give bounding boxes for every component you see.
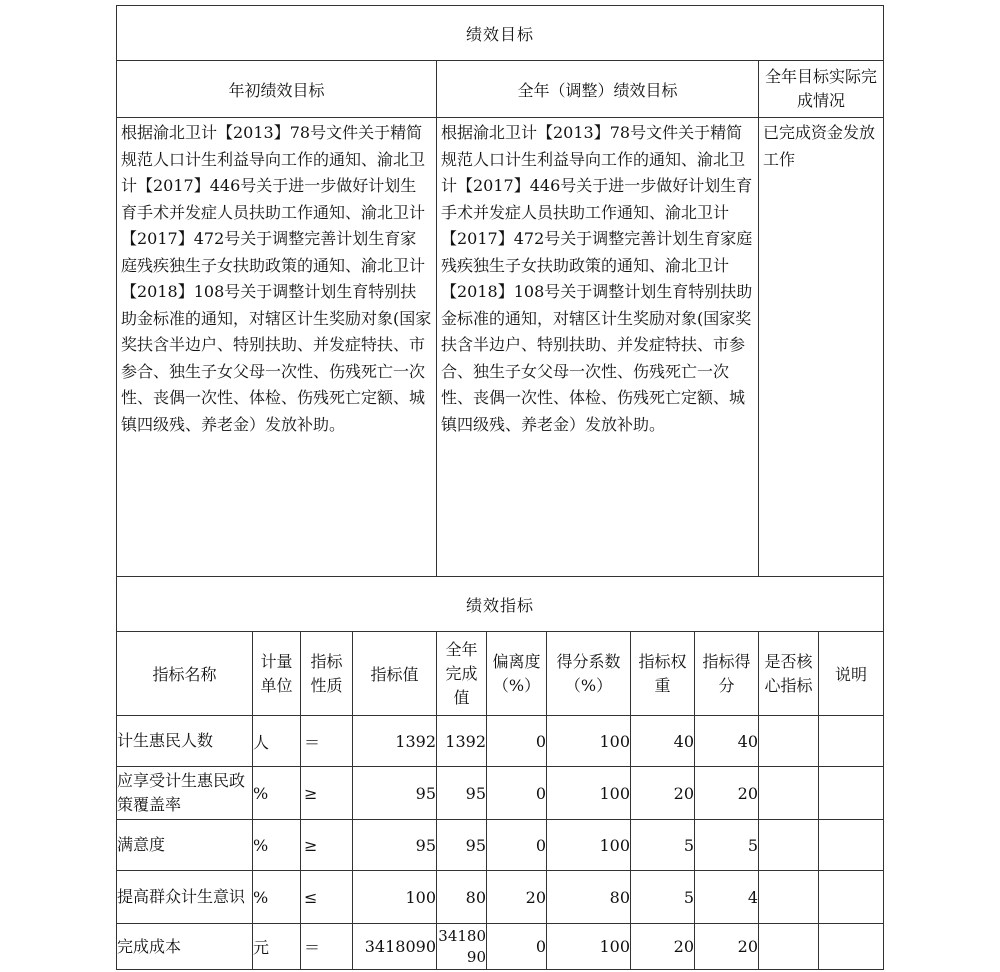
section-title-goals: 绩效目标 <box>117 6 884 61</box>
table-row <box>117 871 884 924</box>
header-adjusted-goal: 全年（调整）绩效目标 <box>437 61 759 118</box>
header-initial-goal: 年初绩效目标 <box>117 61 437 118</box>
indicator-actual: 95 <box>437 820 487 871</box>
indicator-deviation: 0 <box>487 767 547 820</box>
actual-completion-text: 已完成资金发放工作 <box>759 118 884 577</box>
indicator-unit: % <box>253 767 301 820</box>
indicator-weight: 40 <box>631 716 695 767</box>
table-row <box>117 820 884 871</box>
indicator-core <box>759 716 819 767</box>
indicator-target: 100 <box>353 871 437 924</box>
indicator-nature: ＝ <box>301 716 353 767</box>
indicator-unit: % <box>253 871 301 924</box>
col-header-name: 指标名称 <box>117 632 253 716</box>
section-title-indicators: 绩效指标 <box>117 577 884 632</box>
indicator-core <box>759 767 819 820</box>
indicator-target: 95 <box>353 767 437 820</box>
col-header-deviation: 偏离度（%） <box>487 632 547 716</box>
indicator-score: 20 <box>695 767 759 820</box>
indicator-coefficient: 80 <box>547 871 631 924</box>
header-actual-completion: 全年目标实际完成情况 <box>759 61 884 118</box>
col-header-unit: 计量单位 <box>253 632 301 716</box>
table-row <box>117 716 884 767</box>
indicator-nature: ≤ <box>301 871 353 924</box>
initial-goal-text: 根据渝北卫计【2013】78号文件关于精简规范人口计生利益导向工作的通知、渝北卫计【2017】446号关于进一步做好计划生育手术并发症人员扶助工作通知、渝北卫计【2017】472号关于调整完善计划生育家庭残疾独生子女扶助政策的通知、渝北卫计【2018】108号关于调整计划生育特别扶助金标准的通知，对辖区计生奖励对象(国家奖扶含半边户、特别扶助、并发症特扶、市参合、独生子女父母一次性、伤残死亡一次性、丧偶一次性、体检、伤残死亡定额、城镇四级残、养老金）发放补助。 <box>117 118 437 577</box>
indicator-weight: 5 <box>631 871 695 924</box>
indicator-coefficient: 100 <box>547 924 631 970</box>
indicator-deviation: 20 <box>487 871 547 924</box>
col-header-weight: 指标权重 <box>631 632 695 716</box>
indicator-score: 40 <box>695 716 759 767</box>
table-row <box>117 924 884 970</box>
adjusted-goal-text: 根据渝北卫计【2013】78号文件关于精简规范人口计生利益导向工作的通知、渝北卫计【2017】446号关于进一步做好计划生育手术并发症人员扶助工作通知、渝北卫计【2017】472号关于调整完善计划生育家庭残疾独生子女扶助政策的通知、渝北卫计【2018】108号关于调整计划生育特别扶助金标准的通知，对辖区计生奖励对象(国家奖扶含半边户、特别扶助、并发症特扶、市参合、独生子女父母一次性、伤残死亡一次性、丧偶一次性、体检、伤残死亡定额、城镇四级残、养老金）发放补助。 <box>437 118 759 577</box>
indicator-target: 3418090 <box>353 924 437 970</box>
col-header-coefficient: 得分系数（%） <box>547 632 631 716</box>
indicator-core <box>759 924 819 970</box>
indicator-name: 提高群众计生意识 <box>117 871 253 924</box>
indicator-note <box>819 871 884 924</box>
indicator-score: 20 <box>695 924 759 970</box>
indicator-coefficient: 100 <box>547 820 631 871</box>
table-row <box>117 767 884 820</box>
indicator-core <box>759 820 819 871</box>
col-header-actual: 全年完成值 <box>437 632 487 716</box>
indicator-note <box>819 924 884 970</box>
indicator-target: 1392 <box>353 716 437 767</box>
indicator-deviation: 0 <box>487 716 547 767</box>
indicator-actual: 3418090 <box>437 924 487 970</box>
col-header-score: 指标得分 <box>695 632 759 716</box>
indicator-name: 计生惠民人数 <box>117 716 253 767</box>
indicator-note <box>819 767 884 820</box>
indicator-note <box>819 716 884 767</box>
col-header-nature: 指标性质 <box>301 632 353 716</box>
col-header-target: 指标值 <box>353 632 437 716</box>
col-header-note: 说明 <box>819 632 884 716</box>
indicator-unit: 元 <box>253 924 301 970</box>
performance-table <box>116 5 884 970</box>
indicator-name: 应享受计生惠民政策覆盖率 <box>117 767 253 820</box>
indicator-target: 95 <box>353 820 437 871</box>
indicator-unit: 人 <box>253 716 301 767</box>
indicator-weight: 20 <box>631 924 695 970</box>
indicator-score: 5 <box>695 820 759 871</box>
performance-document <box>116 5 883 970</box>
indicator-weight: 5 <box>631 820 695 871</box>
col-header-core: 是否核心指标 <box>759 632 819 716</box>
indicator-actual: 95 <box>437 767 487 820</box>
indicator-core <box>759 871 819 924</box>
indicator-nature: ＝ <box>301 924 353 970</box>
indicator-coefficient: 100 <box>547 767 631 820</box>
indicator-nature: ≥ <box>301 767 353 820</box>
indicator-deviation: 0 <box>487 820 547 871</box>
indicator-name: 完成成本 <box>117 924 253 970</box>
indicator-nature: ≥ <box>301 820 353 871</box>
indicator-note <box>819 820 884 871</box>
indicator-coefficient: 100 <box>547 716 631 767</box>
indicator-name: 满意度 <box>117 820 253 871</box>
indicator-unit: % <box>253 820 301 871</box>
indicator-score: 4 <box>695 871 759 924</box>
indicator-actual: 80 <box>437 871 487 924</box>
indicator-weight: 20 <box>631 767 695 820</box>
indicator-actual: 1392 <box>437 716 487 767</box>
indicator-deviation: 0 <box>487 924 547 970</box>
indicator-header-row <box>117 632 884 716</box>
